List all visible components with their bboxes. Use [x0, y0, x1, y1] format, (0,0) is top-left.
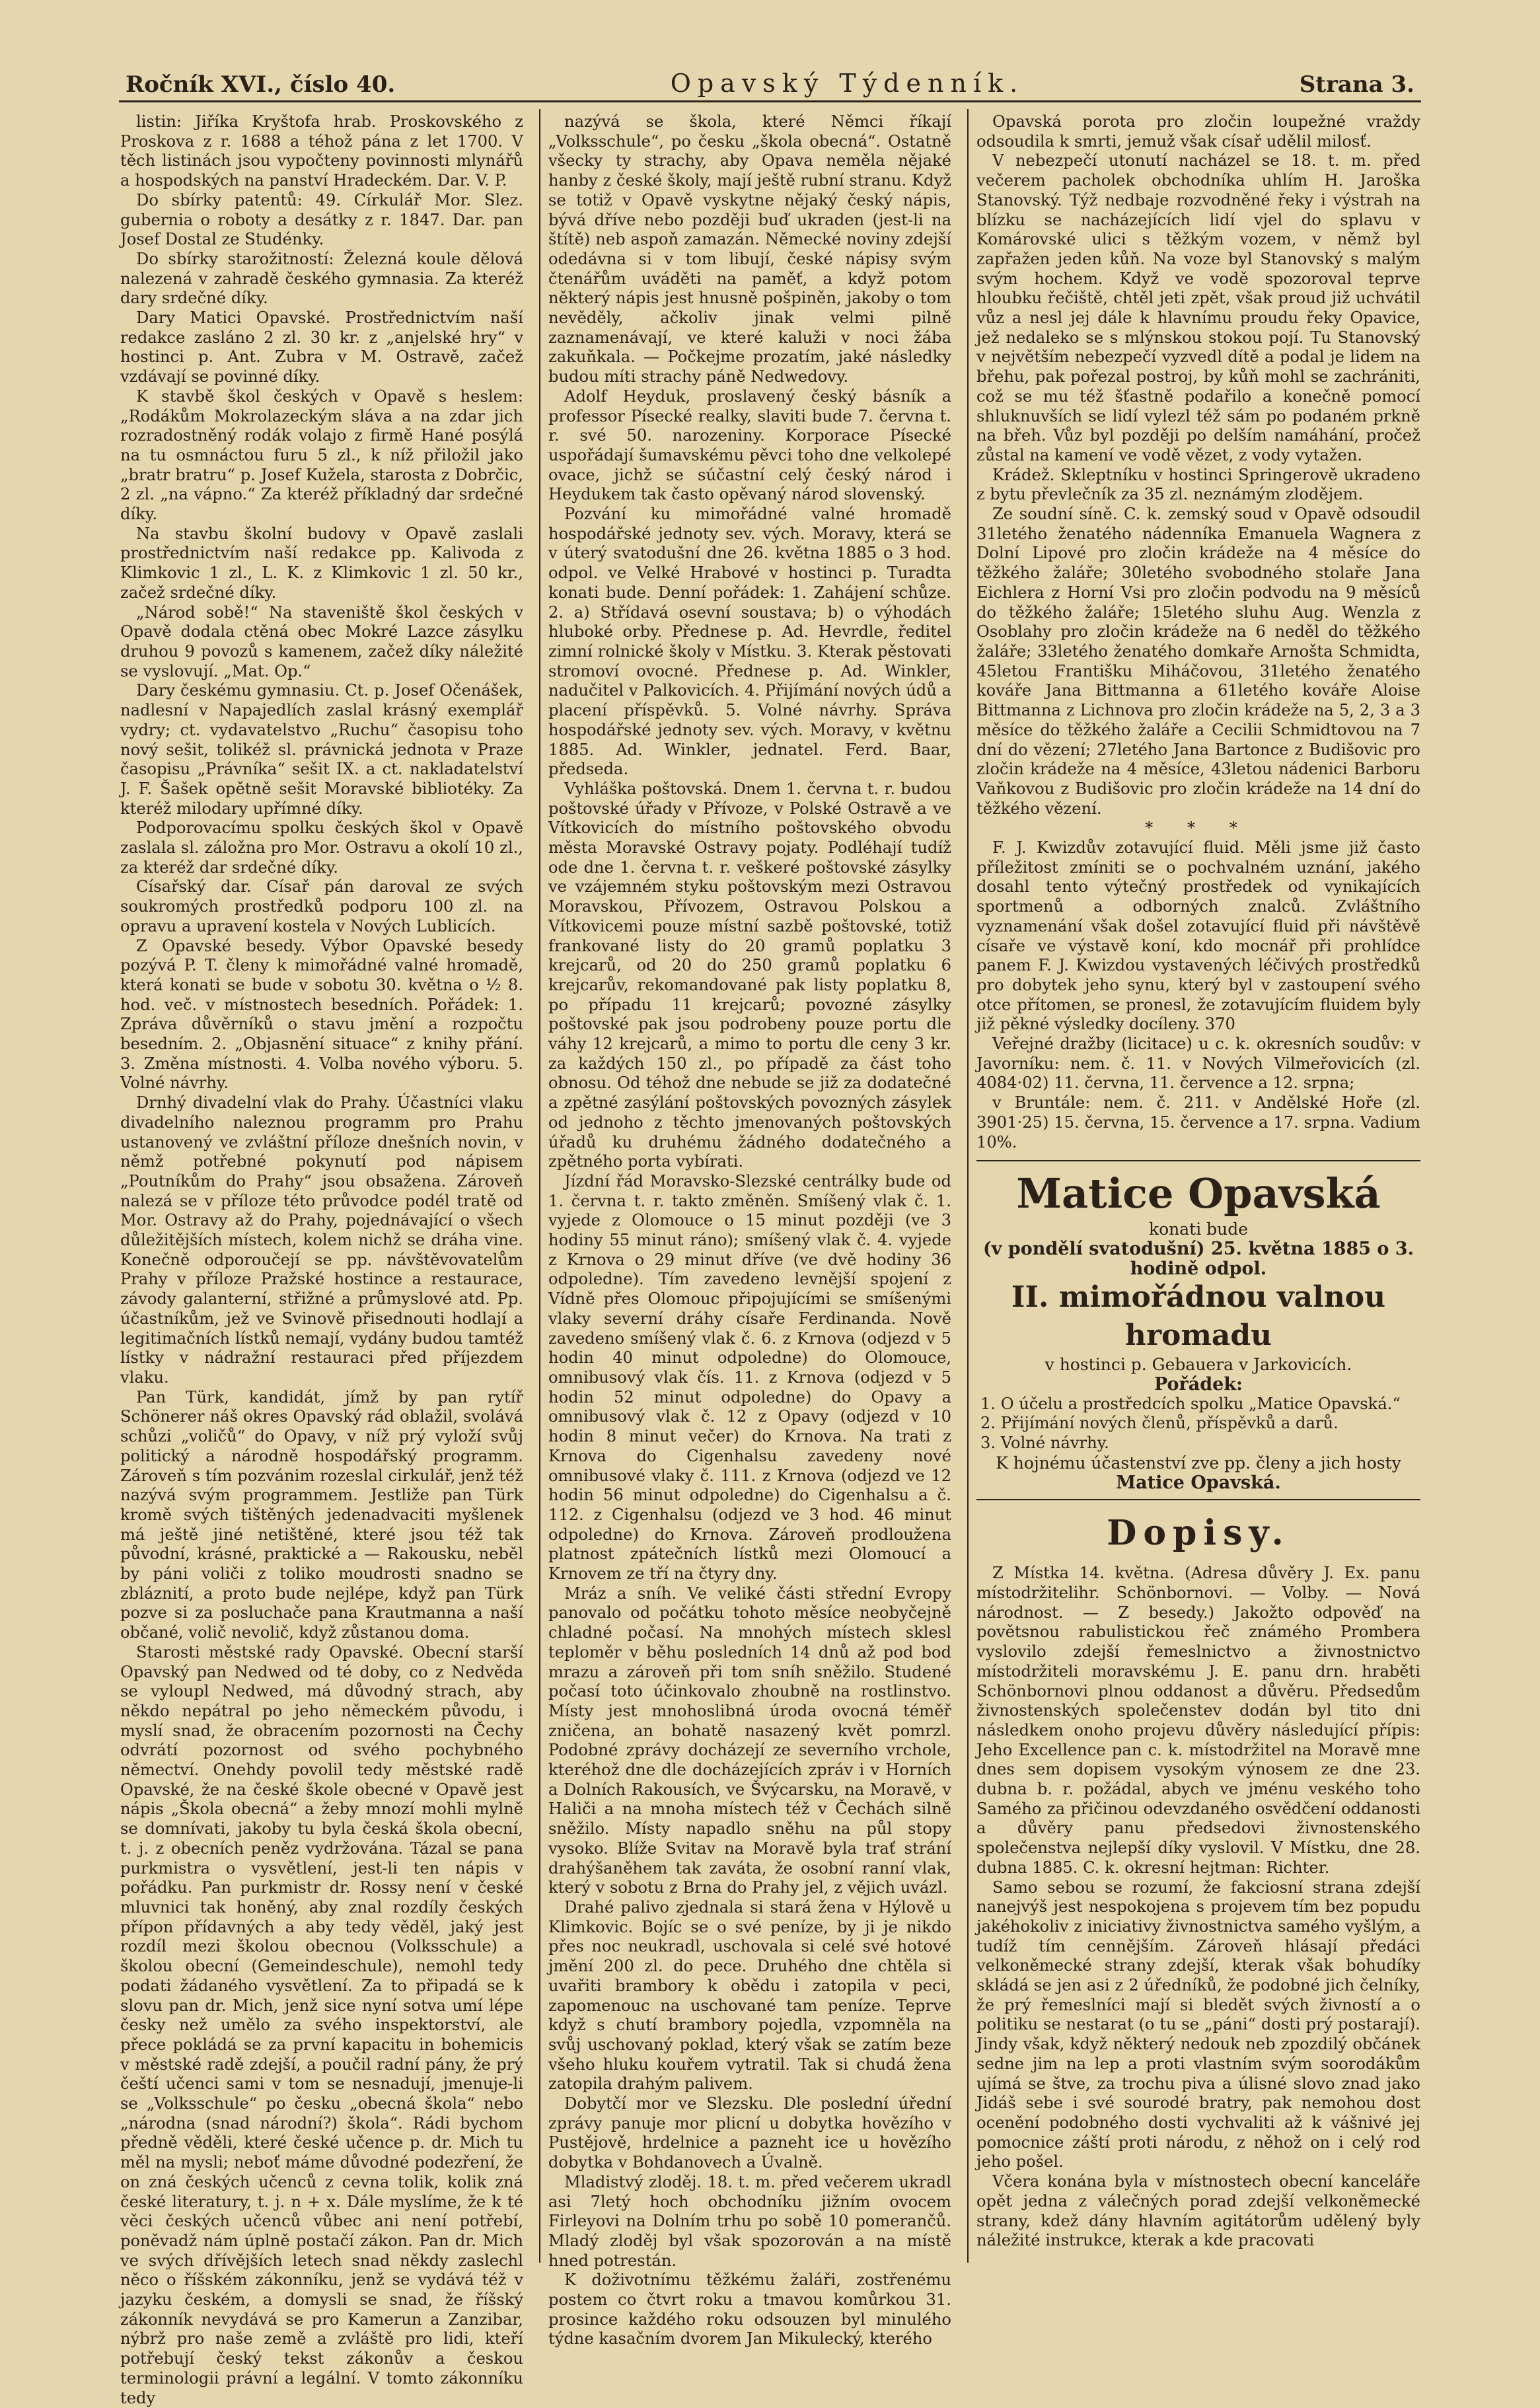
separator-stars: * * *	[1145, 819, 1252, 838]
article: Do sbírky patentů: 49. Církulář Mor. Slez. gubernia o roboty a desátky z r. 1847. Dar. pan Josef Dostal ze Studénky.	[120, 190, 523, 249]
article: Veřejné dražby (licitace) u c. k. okresních soudův: v Javorníku: nem. č. 11. v Nových Vilmeřovicích (zl. 4084·02) 11. června, 11. července a 12. srpna;	[976, 1035, 1420, 1093]
ad-date: (v pondělí svatodušní) 25. května 1885 o 3. hodině odpol.	[982, 1238, 1414, 1279]
article: Ze soudní síně. C. k. zemský soud v Opavě odsoudil 31letého ženatého nádenníka Emanuela Wagnera z Dolní Lipové pro zločin krádeže na 4 měsíce do těžkého žaláře; 30letého svobodného stolaře Jana Eichlera z Horní Vsi pro zločin podvodu na 9 měsíců do těžkého žaláře; 15letého sluhu Aug. Wenzla z Osoblahy pro zločin krádeže na 6 neděl do těžkého žaláře; 33letého ženatého domkaře Arnošta Schmidta, 45letou Františku Miháčovou, 31letého ženatého kováře Jana Bittmanna a 61letého kováře Aloise Bittmanna z Lichnova pro zločin krádeže na 5, 2, 3 a 3 měsíce do těžkého žaláře a Cecilii Schmidtovou na 7 dní do vězení; 27letého Jana Bartonce z Budišovic pro zločin krádeže na 4 měsíce, 43letou nádenici Barboru Vaňkovou z Budišovic pro zločin krádeže na 14 dní do těžkého vězení.	[976, 505, 1420, 818]
column-2	[548, 112, 951, 2349]
article: Z Opavské besedy. Výbor Opavské besedy pozývá P. T. členy k mimořádné valné hromadě, která konati se bude v sobotu 30. května o ½ 8. hod. več. v místnostech besedních. Pořádek: 1. Zpráva důvěrníků o stavu jmění a rozpočtu besedním. 2. „Objasnění situace“ z knihy přání. 3. Změna místnosti. 4. Volba nového výboru. 5. Volné návrhy.	[120, 936, 523, 1093]
ad-title: Matice Opavská	[1016, 1169, 1381, 1218]
header-rule	[119, 100, 1421, 102]
agenda-item: 1. O účelu a prostředcích spolku „Matice Opavská.“	[980, 1394, 1401, 1413]
article: Dary Matici Opavské. Prostřednictvím naší redakce zasláno 2 zl. 30 kr. z „anjelské hry“ v hostinci p. Ant. Zubra v M. Ostravě, začež vzdávají se povinné díky.	[120, 309, 523, 386]
column-divider	[967, 109, 969, 2263]
article: Na stavbu školní budovy v Opavě zaslali prostřednictvím naší redakce pp. Kalivoda z Klimkovic 1 zl., L. K. z Klimkovic 1 zl. 50 kr., začež srdečné díky.	[120, 524, 523, 602]
article: Jízdní řád Moravsko-Slezské centrálky bude od 1. června t. r. takto změněn. Smíšený vlak č. 1. vyjede z Olomouce o 15 minut později (ve 3 hodiny 55 minut ráno); smíšený vlak č. 4. vyjede z Krnova o 29 minut dříve (ve dvě hodiny 36 odpoledne). Tím zavedeno levnější spojení z Vídně přes Olomouc připojujícími se smíšenými vlaky severní dráhy císaře Ferdinanda. Nově zavedeno smíšený vlak č. 6. z Krnova (odjezd v 5 hodin 40 minut odpoledne) do Olomouce, omnibusový vlak čís. 11. z Krnova (odjezd v 5 hodin 52 minut odpoledne) do Opavy a omnibusový vlak č. 12 z Opavy (odjezd v 10 hodin 8 minut večer) do Krnova. Na trati z Krnova do Cigenhalsu zavedeny nové omnibusové vlaky č. 111. z Krnova (odjezd ve 12 hodin 56 minut odpoledne) do Cigenhalsu a č. 112. z Cigenhalsu (odjezd ve 3 hod. 46 minut odpoledne) do Krnova. Zároveň prodloužena platnost zpátečních lístků mezi Olomoucí a Krnovem ze tří na čtyry dny.	[548, 1171, 951, 1584]
article: Krádež. Skleptníku v hostinci Springerově ukradeno z bytu převlečník za 35 zl. neznámým zlodějem.	[976, 465, 1420, 504]
ad-agenda	[976, 1395, 1420, 1453]
article: Mladistvý zloděj. 18. t. m. před večerem ukradl asi 7letý hoch obchodníku jižním ovocem Firleyovi na Dolním trhu po sobě 10 pomerančů. Mladý zloděj byl však spozorován a na místě hned potrestán.	[548, 2172, 951, 2270]
article: Drnhý divadelní vlak do Prahy. Účastníci vlaku divadelního naleznou programm pro Prahu ustanovený ve zvláštní příloze dnešních novin, v němž potřebné pokynutí pod nápisem „Poutníkům do Prahy“ jsou obsažena. Zároveň nalezá se v příloze této průvodce podél tratě od Mor. Ostravy až do Prahy, pojednávající o všech důležitějších místech, kolem nichž se dráha vine. Konečně odporoučejí se pp. návštěvovatelům Prahy v příloze Pražské hostince a restaurace, závody galanterní, střižné a průmyslové atd. Pp. účastníkům, jež ve Svinově přisednouti hodlají a legitimačních lístků nemají, vydány budou tamtéž lístky v nádražní restauraci před příjezdem vlaku.	[120, 1093, 523, 1387]
ad-line: konati bude	[1148, 1220, 1249, 1239]
ad-signature: Matice Opavská.	[1116, 1472, 1281, 1493]
article: Dobytčí mor ve Slezsku. Dle poslední úřední zprávy panuje mor plicní u dobytka hovězího v Pustějově, hrdelnice a pazneht ice u hovězího dobytka v Bohdanovech a Úvalně.	[548, 2094, 951, 2172]
article: V nebezpečí utonutí nacházel se 18. t. m. před večerem pacholek obchodníka uhlím H. Jaroška Stanovský. Týž nedbaje rozvodněné řeky i výstrah na blízku se nacházejících lidí vjel do splavu v Komárovské ulici s těžkým vozem, v němž byl zapřažen jeden kůň. Na voze byl Stanovský s malým svým hochem. Když ve vodě spozoroval teprve hloubku řečiště, chtěl jeti zpět, však proud již uchvátil vůz a nesl jej dále k hlavnímu proudu řeky Opavice, jež nedaleko se s mlýnskou stokou pojí. Tu Stanovský v největším nebezpečí vyzvedl dítě a podal je lidem na břehu, pak pořezal postroj, by kůň mohl se zachrániti, což se mu též šťastně podařilo a konečně pomocí shluknuvších se lidí vylezl též sám po podaném prkně na břeh. Vůz byl později po delším namáhání, pročež zůstal na kamení ve vodě vězet, z vody vytažen.	[976, 151, 1420, 464]
article: Mráz a sníh. Ve veliké části střední Evropy panovalo od počátku tohoto měsíce neobyčejně chladné počasí. Na mnohých místech sklesl teploměr v běhu posledních 14 dnů až pod bod mrazu a zároveň při tom sníh sněžilo. Studené počasí toto účinkovalo zhoubně na rostlinstvo. Místy jest mnohoslibná úroda ovocná téměř zničena, an bohatě nasazený květ pomrzl. Podobné zprávy docházejí ze severního vrchole, kteréhož dne dle docházejících zpráv i v Horních a Dolních Rakousích, ve Švýcarsku, na Moravě, v Haliči a na mnoha místech též v Čechách silně sněžilo. Místy napadlo sněhu na půl stopy vysoko. Blíže Svitav na Moravě byla trať strání drahýšaněhem tak zaváta, že osobní ranní vlak, který v sobotu z Brna do Prahy jel, z vějich uvázl.	[548, 1584, 951, 1897]
ad-heading: II. mimořádnou valnou hromadu	[1011, 1280, 1386, 1353]
article: v Bruntále: nem. č. 211. v Andělské Hoře (zl. 3901·25) 15. června, 15. července a 17. srpna. Vadium 10%.	[976, 1093, 1420, 1151]
article: Včera konána byla v místnostech obecní kanceláře opět jedna z válečných porad zdejší velkoněmecké strany, kdež dány hlavním agitátorům udělený byly náležité instrukce, kterak a kde pracovati	[976, 2172, 1420, 2250]
article: Z Místka 14. května. (Adresa důvěry J. Ex. panu místodržitelihr. Schönbornovi. — Volby. — Nová národnost. — Z besedy.) Jakožto odpověď na povětsnou rabulistickou řeč známého Prombera vyslovilo zdejší řemeslnictvo a živnostnictvo místodržiteli moravskému J. E. panu drn. hraběti Schönbornovi plnou oddanost a důvěru. Předsedům živnostenských společenstev dodán byl tito dni následkem onoho projevu důvěry následující přípis: Jeho Excellence pan c. k. místodržitel na Moravě mne dnes sem dopisem vysokým výnosem ze dne 23. dubna b. r. požádal, abych ve jménu veského toho Samého za přičinou odevzdaného osvědčení oddanosti a důvěry panu předsedovi živnostenského společenstva nejlepší díky vyslovil. V Místku, dne 28. dubna 1885. C. k. okresní hejtman: Richter.	[976, 1564, 1420, 1877]
article: Pan Türk, kandidát, jímž by pan rytíř Schönerer náš okres Opavský rád oblažil, svolává schůzi „voličů“ do Opavy, v níž prý vyloží svůj politický a národně hospodářský programm. Zároveň s tím pozvánim rozeslal cirkulář, jenž též nazývá svým programmem. Jestliže pan Türk kromě svých tištěných jedenadvaciti myšlenek má ještě jiné netištěné, které jsou též tak původní, krásné, praktické a — Rakousku, neběl by páni voliči z toliko moudrosti snadno se zbláznití, a proto bude nejlépe, když pan Türk pozve si za posluchače pana Krautmanna a naší občané, volič nevolič, když zůstanou doma.	[120, 1387, 523, 1642]
article: Pozvání ku mimořádné valné hromadě hospodářské jednoty sev. vých. Moravy, která se v úterý svatodušní dne 26. května 1885 o 3 hod. odpol. ve Velké Hrabové v hostinci p. Turadta konati bude. Denní pořádek: 1. Zahájení schůze. 2. a) Střídavá osevní soustava; b) o výhodách hluboké orby. Přednese p. Ad. Hevrdle, ředitel zimní rolnické školy v Místku. 3. Kterak pěstovati stromoví ovocné. Přednese p. Ad. Winkler, nadučitel v Palkovicích. 4. Přijímání nových údů a placení příspěvků. 5. Volné návrhy. Správa hospodářské jednoty sev. vých. Moravy, v květnu 1885. Ad. Winkler, jednatel. Ferd. Baar, předseda.	[548, 505, 951, 779]
article: listin: Jiříka Kryštofa hrab. Proskovského z Proskova z r. 1688 a téhož pána z let 1700. V těch listinách jsou vypočteny povinnosti mlynářů a hospodských na panství Hradeckém. Dar. V. P.	[120, 112, 523, 190]
ad-agenda-title: Pořádek:	[1154, 1374, 1243, 1395]
article: Podporovacímu spolku českých škol v Opavě zaslala sl. záložna pro Mor. Ostravu a okolí 10 zl., za kteréž dar srdečné díky.	[120, 819, 523, 877]
column-3	[976, 112, 1420, 2259]
article: Opavská porota pro zločin loupežné vraždy odsoudila k smrti, jemuž však císař udělil milosť.	[976, 112, 1420, 151]
ad-invite: K hojnému účastenství zve pp. členy a jich hosty	[996, 1453, 1401, 1473]
article: Samo sebou se rozumí, že fakciosní strana zdejší nanejvýš jest nespokojena s projevem tím bez popudu jakéhokoliv z iniciativy živnostnictva samého vyšlým, a tudíž tím cennějším. Zároveň hlásají předáci velkoněmecké strany zdejší, kterak však bohudíky skládá se jen asi z 2 úředníků, že podobné jich čelníky, že prý řemeslníci mají si bledět svých živností a o politiku se nestarat (o tu se „páni“ dosti prý postarají). Jindy však, když některý nedouk neb zpozdilý občánek sedne jim na lep a proti vlastním svým soorodákům ujímá se štve, za trochu piva a úlisné slovo znad jako Jidáš sebe i své sourodé bratry, pak nemohou dost ocenění podobného dosti vychvaliti až k vášnivé jej pomocnice záští proti národu, z něhož on i celý rod jeho pošel.	[976, 1878, 1420, 2171]
article: Do sbírky starožitností: Železná koule dělová nalezená v zahradě českého gymnasia. Za kteréž dary srdečné díky.	[120, 249, 523, 308]
column-divider	[539, 109, 540, 2263]
matice-advertisement	[976, 1160, 1420, 1500]
article: Dary českému gymnasiu. Ct. p. Josef Očenášek, nadlesní v Napajedlích zaslal krásný exemplář vydry; ct. vydavatelstvo „Ruchu“ časopisu toho nový sešit, tolikéž sl. právnická jednota v Praze časopisu „Právníka“ sešit IX. a ct. nakladatelství J. F. Šašek opětně sešit Moravské bibliotéky. Za kteréž milodary upřímné díky.	[120, 681, 523, 818]
article: F. J. Kwizdův zotavující fluid. Měli jsme již často příležitost zmíniti se o pochvalném uznání, jakého dosahl tento výtečný prostředek od vynikajících sportmenů a odborných znalců. Zvláštního vyznamenání však došel zotavující fluid při návštěvě císaře ve výstavě koní, kdo mocnář při prohlídce panem F. J. Kwizdou vystavených léčivých prostředků pro dobytek jeho synu, který byl v zastoupení svého otce přítomen, se pronesl, že zotavujícím fluidem byly již pěkné výsledky docíleny. 370	[976, 838, 1420, 1034]
article: K doživotnímu těžkému žaláři, zostřenému postem co čtvrt roku a tmavou komůrkou 31. prosince každého roku odsouzen byl minulého týdne kasačním dvorem Jan Mikulecký, kterého	[548, 2271, 951, 2349]
article: „Národ sobě!“ Na staveniště škol českých v Opavě dodala ctěná obec Mokré Lazce zásylku druhou 9 povozů s kamenem, začež díky náležité se vyslovují. „Mat. Op.“	[120, 602, 523, 680]
column-1	[120, 112, 523, 2407]
section-title: Dopisy.	[1107, 1513, 1290, 1554]
agenda-item: 3. Volné návrhy.	[980, 1434, 1109, 1453]
article: nazývá se škola, které Němci říkají „Volksschule“, po česku „škola obecná“. Ostatně všecky ty strachy, aby Opava neměla nějaké hanby z české školy, mají ještě rubní stranu. Když se totiž v Opavě vyskytne nějaký český nápis, bývá dříve nebo později buď ukraden (jest-li na štítě) neb aspoň zamazán. Německé noviny zdejší odedávna si v tom libují, české nápisy svým čtenářům uváděti na paměť, a když potom některý nápis jest hnusně pošpiněn, jakoby o tom nevěděly, ačkoliv jinak velmi pilně zaznamenávají, ve které kaluži v noci žába zakuňkala. — Počkejme prozatím, jaké následky budou míti strachy páně Nedwedovy.	[548, 112, 951, 386]
ad-venue: v hostinci p. Gebauera v Jarkovicích.	[1045, 1355, 1352, 1375]
newspaper-title: Opavský Týdenník.	[670, 69, 1025, 98]
article: Adolf Heyduk, proslavený český básník a professor Písecké realky, slaviti bude 7. června t. r. své 50. narozeniny. Korporace Písecké uspořádají šumavskému pěvci toho dne velkolepé ovace, jichž se súčastní celý český národ i Heydukem tak často opěvaný národ slovenský.	[548, 386, 951, 504]
article: Vyhláška poštovská. Dnem 1. června t. r. budou poštovské úřady v Přívoze, v Polské Ostravě a ve Vítkovicích do místního poštovského obvodu města Moravské Ostravy pojaty. Podléhají tudíž ode dne 1. června t. r. veškeré poštovské zásylky ve vzájemném styku poštovským mezi Ostravou Moravskou, Přívozem, Ostravou Polskou a Vítkovicemi pouze místní sazbě poštovské, totiž frankované listy do 20 gramů poplatku 3 krejcarů, od 20 do 250 gramů poplatku 6 krejcarův, rekomandované pak listy poplatku 8, po případu 11 krejcarů; povozné zásylky poštovské pak jsou podrobeny pouze portu dle váhy 12 krejcarů, a mimo to portu dle ceny 3 kr. za každých 150 zl., po případě za část toho obnosu. Od téhož dne nebude se již za dodatečné a zpětné zasýlání poštovských povozných zásylek od jednoho z těchto jmenovaných poštovských úřadů ku druhému žádného dodatečného a zpětného porta vybírati.	[548, 779, 951, 1171]
article: K stavbě škol českých v Opavě s heslem: „Rodákům Mokrolazeckým sláva a na zdar jich rozradostněný rodák volajo z firmě Hané posýlá na tu osmnáctou furu 5 zl., k níž přiložil jako „bratr bratru“ p. Josef Kužela, starosta z Dobrčic, 2 zl. „na vápno.“ Za kteréž příkladný dar srdečné díky.	[120, 386, 523, 524]
page-header	[126, 58, 1414, 98]
article: Císařský dar. Císař pán daroval ze svých soukromých prostředků podporu 100 zl. na opravu a upravení kostela v Nových Lublicích.	[120, 877, 523, 935]
agenda-item: 2. Přijímání nových členů, příspěvků a darů.	[980, 1414, 1338, 1433]
issue-number: Ročník XVI., číslo 40.	[126, 71, 396, 98]
article: Starosti městské rady Opavské. Obecní starší Opavský pan Nedwed od té doby, co z Nedvěda se vyloupl Nedwed, má důvodný strach, aby někdo nepátral po jeho německém původu, i myslí snad, že obracením pozornosti na Čechy odvrátí pozornost od svého pochybného němectví. Onehdy povolil tedy městské radě Opavské, že na české škole obecné v Opavě jest nápis „Škola obecná“ a žeby mnozí mohli mylně se domnívati, jakoby tu byla česká škola obecní, t. j. z obecních peněz vydržována. Tázal se pana purkmistra o vysvětlení, jest-li ten nápis v pořádku. Pan purkmistr dr. Rossy není v české mluvnici tak honěný, aby znal rozdíly českých přípon přídavných a aby tedy věděl, jaký jest rozdíl mezi školou obecnou (Volksschule) a školou obecní (Gemeindeschule), nemohl tedy podati žádaného vysvětlení. Za to připadá se k slovu pan dr. Mich, jenž sice nyní sotva umí lépe česky než umělo za svého inspektorství, ale přece pokládá se za první kapacitu in bohemicis v městské radě zdejší, a poučil radní pány, že prý čeští učenci sami v tom se nesnadují, jmenuje-li se „Volksschule“ po česku „obecná škola“ nebo „národna (snad národní?) škola“. Rádi bychom předně věděli, které české učence p. dr. Mich tu měl na mysli; neboť máme důvodné podezření, že on zná českých učenců z cevna tolik, kolik zná české literatury, t. j. n + x. Dále myslíme, že k té věci českých učenců vůbec ani není potřebí, poněvadž nám úplně postačí zákon. Pan dr. Mich ve svých dřívějších letech snad někdy zaslechl něco o říšském zákonníku, jenž se vydává též v jazyku českém, a domysli se snad, že říšský zákonník nevydává se pro Kamerun a Zanzibar, nýbrž pro naše země a zvláště pro lidi, kteří potřebují český tekst zákonův a českou terminologii právní a legální. V tomto zákonníku tedy	[120, 1642, 523, 2407]
page-number: Strana 3.	[1299, 71, 1414, 98]
article: Drahé palivo zjednala si stará žena v Hýlově u Klimkovic. Bojíc se o své peníze, by ji je nikdo přes noc neukradl, uschovala si celé své hotové jmění 200 zl. do pece. Druhého dne chtěla si uvařiti brambory k obědu i zatopila v peci, zapomenouc na uschované tam peníze. Teprve když s chutí brambory pojedla, vzpomněla na svůj uschovaný poklad, který však se zatím beze všeho hluku kouřem vytratil. Tak si chudá žena zatopila drahým palivem.	[548, 1897, 951, 2094]
